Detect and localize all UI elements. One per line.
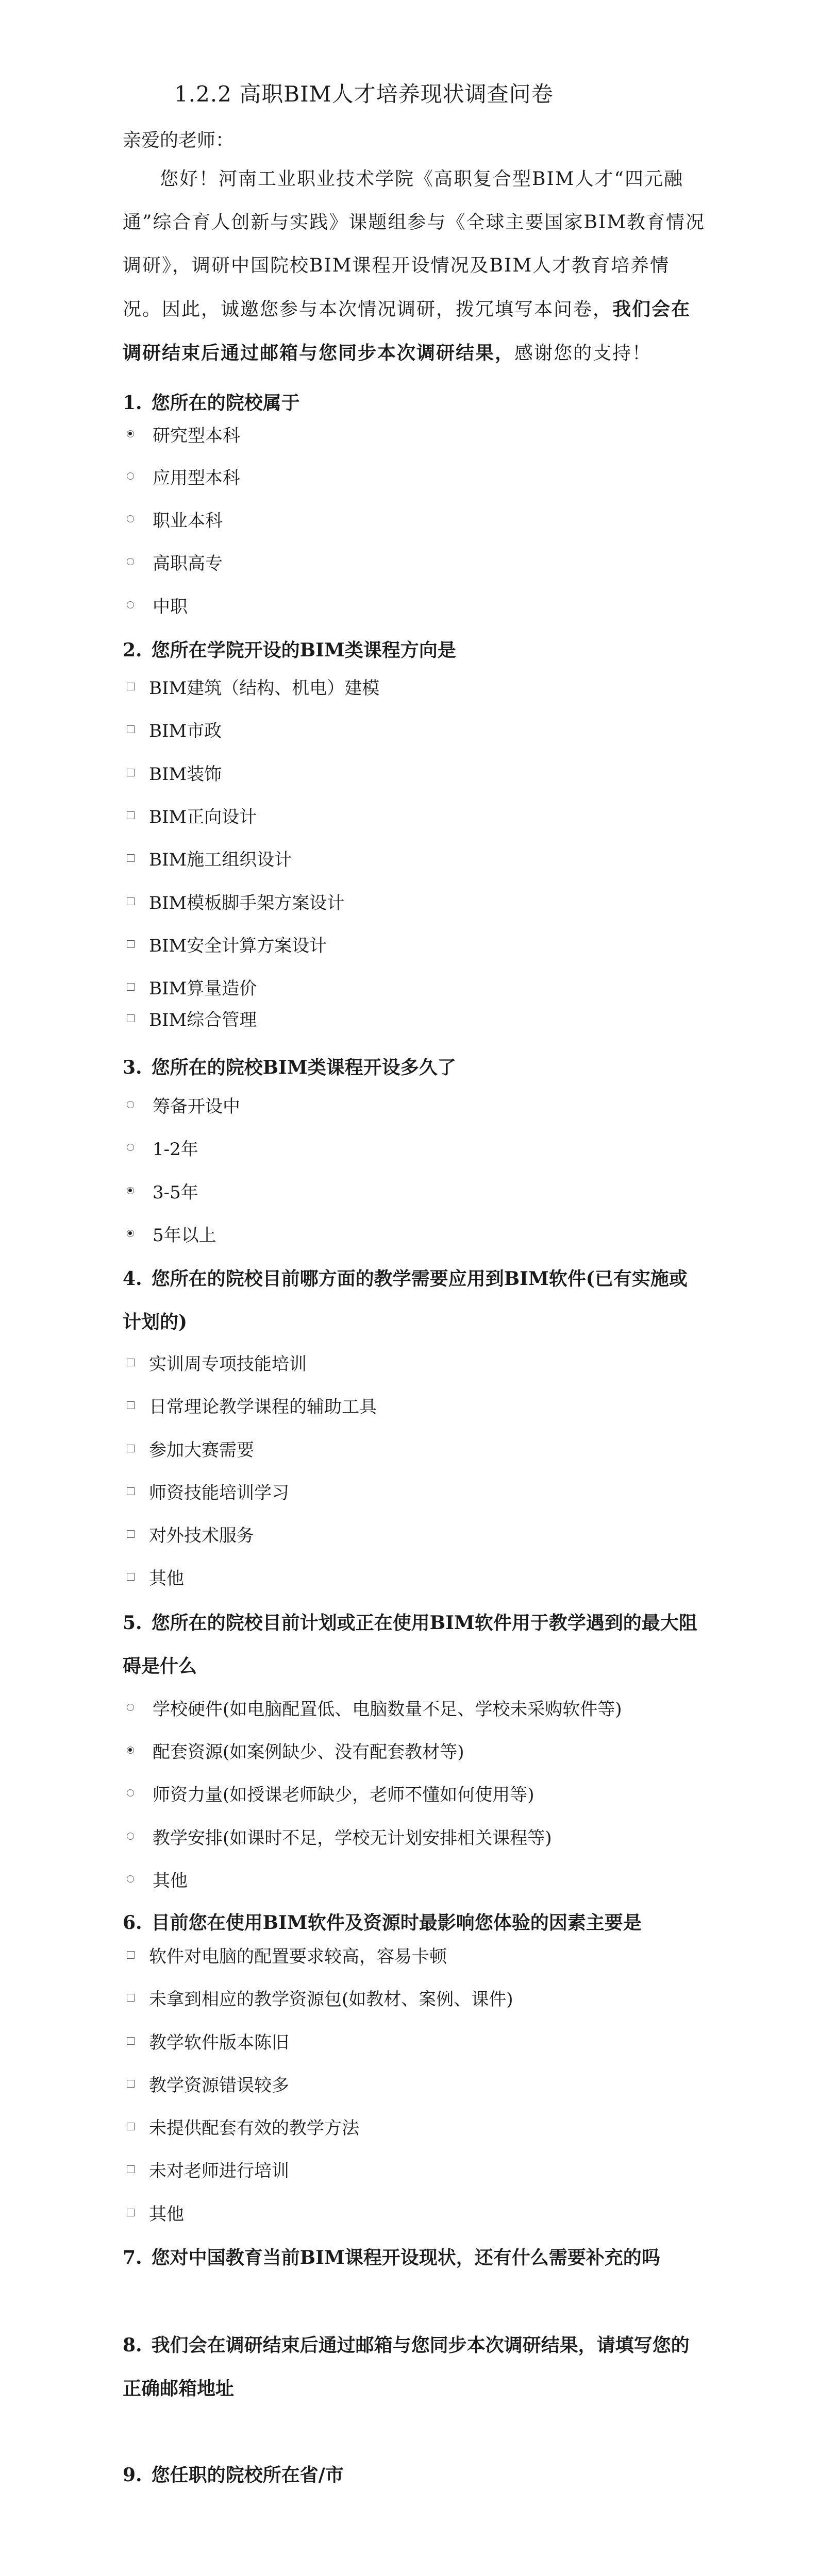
q1-option-2[interactable] — [127, 464, 240, 488]
radio-icon[interactable] — [127, 1789, 134, 1797]
question-number: 8. — [123, 2334, 142, 2356]
option-label: 5年以上 — [153, 1225, 216, 1246]
option-label: 应用型本科 — [153, 467, 240, 488]
checkbox-icon[interactable] — [127, 940, 135, 948]
q4-option-1[interactable] — [127, 1350, 307, 1375]
checkbox-icon[interactable] — [127, 1359, 135, 1366]
q6-option-2[interactable] — [127, 1985, 513, 2010]
q6-option-3[interactable] — [127, 2028, 289, 2053]
q4-option-3[interactable] — [127, 1436, 254, 1461]
radio-icon[interactable] — [127, 601, 134, 608]
checkbox-icon[interactable] — [127, 2123, 135, 2130]
checkbox-icon[interactable] — [127, 2209, 135, 2216]
checkbox-icon[interactable] — [127, 725, 135, 733]
question-9 — [123, 2453, 705, 2497]
option-label: BIM综合管理 — [149, 1009, 257, 1030]
radio-icon[interactable] — [127, 515, 134, 522]
q2-option-1[interactable] — [127, 674, 379, 699]
question-number: 3. — [123, 1057, 142, 1078]
question-text: 我们会在调研结束后通过邮箱与您同步本次调研结果，请填写您的正确邮箱地址 — [123, 2334, 690, 2399]
question-text: 您任职的院校所在省/市 — [151, 2464, 344, 2486]
option-label: BIM算量造价 — [149, 978, 257, 999]
q5-option-1[interactable] — [127, 1695, 622, 1720]
checkbox-icon[interactable] — [127, 1530, 135, 1538]
q6-option-5[interactable] — [127, 2114, 359, 2139]
option-label: 未提供配套有效的教学方法 — [149, 2117, 359, 2139]
question-7 — [123, 2236, 705, 2279]
radio-icon[interactable] — [127, 1144, 134, 1151]
q2-option-7[interactable] — [127, 931, 327, 956]
checkbox-icon[interactable] — [127, 1573, 135, 1581]
radio-icon[interactable] — [127, 1187, 134, 1194]
option-label: 日常理论教学课程的辅助工具 — [149, 1396, 377, 1417]
question-text: 您所在的院校目前计划或正在使用BIM软件用于教学遇到的最大阻碍是什么 — [123, 1612, 697, 1677]
option-label: BIM安全计算方案设计 — [149, 935, 327, 956]
option-label: 中职 — [153, 596, 188, 617]
checkbox-icon[interactable] — [127, 1951, 135, 1959]
option-label: BIM建筑（结构、机电）建模 — [149, 677, 380, 699]
q3-option-1[interactable] — [127, 1092, 240, 1117]
q1-option-5[interactable] — [127, 592, 188, 617]
question-number: 4. — [123, 1268, 142, 1290]
checkbox-icon[interactable] — [127, 1994, 135, 2002]
option-label: BIM市政 — [149, 720, 222, 741]
q2-option-2[interactable] — [127, 717, 222, 741]
question-number: 1. — [123, 392, 142, 414]
checkbox-icon[interactable] — [127, 1487, 135, 1495]
option-label: 对外技术服务 — [149, 1525, 254, 1546]
checkbox-icon[interactable] — [127, 2037, 135, 2045]
question-5 — [123, 1601, 705, 1688]
q2-option-4[interactable] — [127, 803, 257, 827]
radio-icon[interactable] — [127, 1704, 134, 1711]
option-label: BIM施工组织设计 — [149, 849, 292, 870]
option-label: 其他 — [153, 1870, 188, 1891]
q1-option-3[interactable] — [127, 506, 223, 531]
question-number: 9. — [123, 2464, 142, 2486]
checkbox-icon[interactable] — [127, 897, 135, 905]
option-label: 教学软件版本陈旧 — [149, 2032, 289, 2053]
q5-option-4[interactable] — [127, 1824, 552, 1849]
option-label: 教学资源错误较多 — [149, 2075, 289, 2096]
radio-icon[interactable] — [127, 1747, 134, 1754]
q3-option-3[interactable] — [127, 1178, 198, 1203]
option-label: BIM装饰 — [149, 764, 222, 785]
q4-option-5[interactable] — [127, 1521, 254, 1546]
checkbox-icon[interactable] — [127, 2165, 135, 2173]
greeting: 亲爱的老师： — [123, 130, 235, 151]
question-8 — [123, 2324, 705, 2410]
checkbox-icon[interactable] — [127, 854, 135, 862]
question-text: 您所在学院开设的BIM类课程方向是 — [151, 639, 456, 661]
option-label: 实训周专项技能培训 — [149, 1353, 307, 1375]
checkbox-icon[interactable] — [127, 1401, 135, 1409]
radio-icon[interactable] — [127, 1875, 134, 1883]
intro-end-text: 感谢您的支持！ — [514, 343, 652, 364]
radio-icon[interactable] — [127, 472, 134, 480]
question-text: 您所在的院校目前哪方面的教学需要应用到BIM软件(已有实施或计划的) — [123, 1268, 688, 1333]
option-label: 职业本科 — [153, 510, 223, 531]
q6-option-4[interactable] — [127, 2071, 289, 2096]
option-label: 师资技能培训学习 — [149, 1482, 289, 1503]
checkbox-icon[interactable] — [127, 811, 135, 819]
radio-icon[interactable] — [127, 1833, 134, 1840]
option-label: 筹备开设中 — [153, 1096, 240, 1117]
question-number: 7. — [123, 2247, 142, 2268]
option-label: 学校硬件(如电脑配置低、电脑数量不足、学校未采购软件等) — [153, 1699, 622, 1720]
q2-option-8[interactable] — [127, 974, 257, 999]
checkbox-icon[interactable] — [127, 983, 135, 991]
q1-option-4[interactable] — [127, 549, 223, 574]
radio-icon[interactable] — [127, 430, 134, 437]
question-text: 目前您在使用BIM软件及资源时最影响您体验的因素主要是 — [151, 1912, 642, 1934]
checkbox-icon[interactable] — [127, 769, 135, 776]
q5-option-2[interactable] — [127, 1738, 464, 1762]
q5-option-5[interactable] — [127, 1867, 188, 1891]
option-label: BIM模板脚手架方案设计 — [149, 892, 345, 913]
question-2 — [123, 629, 705, 672]
question-number: 6. — [123, 1912, 142, 1934]
q6-option-1[interactable] — [127, 1942, 447, 1967]
question-3 — [123, 1046, 705, 1089]
question-text: 您所在的院校BIM类课程开设多久了 — [151, 1057, 456, 1078]
option-label: 配套资源(如案例缺少、没有配套教材等) — [153, 1741, 464, 1762]
option-label: 未对老师进行培训 — [149, 2160, 289, 2181]
radio-icon[interactable] — [127, 558, 134, 565]
option-label: 软件对电脑的配置要求较高，容易卡顿 — [149, 1946, 447, 1967]
checkbox-icon[interactable] — [127, 1445, 135, 1452]
question-text: 您所在的院校属于 — [151, 392, 300, 414]
checkbox-icon[interactable] — [127, 2080, 135, 2088]
q2-option-6[interactable] — [127, 889, 344, 913]
option-label: 教学安排(如课时不足，学校无计划安排相关课程等) — [153, 1827, 552, 1849]
q3-option-4[interactable] — [127, 1221, 216, 1246]
radio-icon[interactable] — [127, 1101, 134, 1108]
intro-text: 您好！河南工业职业技术学院《高职复合型BIM人才“四元融通”综合育人创新与实践》课题组参与《全球主要国家BIM教育情况调研》，调研中国院校BIM课程开设情况及BIM人才教育培养情况。因此，诚邀您参与本次情况调研，拨冗填写本问卷， — [123, 168, 705, 320]
q3-option-2[interactable] — [127, 1135, 198, 1160]
option-label: 研究型本科 — [153, 425, 240, 446]
option-label: 1-2年 — [153, 1139, 198, 1160]
q4-option-4[interactable] — [127, 1479, 289, 1503]
q5-option-3[interactable] — [127, 1781, 535, 1805]
question-6 — [123, 1901, 705, 1944]
q6-option-7[interactable] — [127, 2200, 184, 2225]
checkbox-icon[interactable] — [127, 1014, 135, 1022]
question-1 — [123, 381, 705, 425]
q4-option-6[interactable] — [127, 1564, 184, 1589]
option-label: 其他 — [149, 2204, 184, 2225]
intro-bold-text: 我们会在调研结束后通过邮箱与您同步本次调研结果， — [123, 298, 691, 364]
option-label: BIM正向设计 — [149, 806, 257, 827]
option-label: 3-5年 — [153, 1182, 198, 1203]
option-label: 师资力量(如授课老师缺少，老师不懂如何使用等) — [153, 1784, 535, 1805]
question-text: 您对中国教育当前BIM课程开设现状，还有什么需要补充的吗 — [151, 2247, 660, 2268]
option-label: 其他 — [149, 1568, 184, 1589]
q2-option-5[interactable] — [127, 845, 292, 870]
q4-option-2[interactable] — [127, 1393, 377, 1417]
option-label: 未拿到相应的教学资源包(如教材、案例、课件) — [149, 1989, 513, 2010]
question-number: 5. — [123, 1612, 142, 1634]
checkbox-icon[interactable] — [127, 683, 135, 690]
page-title: 1.2.2 高职BIM人才培养现状调查问卷 — [174, 81, 554, 107]
radio-icon[interactable] — [127, 1230, 134, 1237]
q1-option-1[interactable] — [127, 421, 240, 446]
q2-option-9[interactable] — [127, 1006, 257, 1030]
option-label: 参加大赛需要 — [149, 1439, 254, 1461]
intro-paragraph — [123, 158, 705, 375]
q2-option-3[interactable] — [127, 760, 222, 785]
option-label: 高职高专 — [153, 553, 223, 574]
question-number: 2. — [123, 639, 142, 661]
q6-option-6[interactable] — [127, 2157, 289, 2181]
question-4 — [123, 1257, 705, 1344]
